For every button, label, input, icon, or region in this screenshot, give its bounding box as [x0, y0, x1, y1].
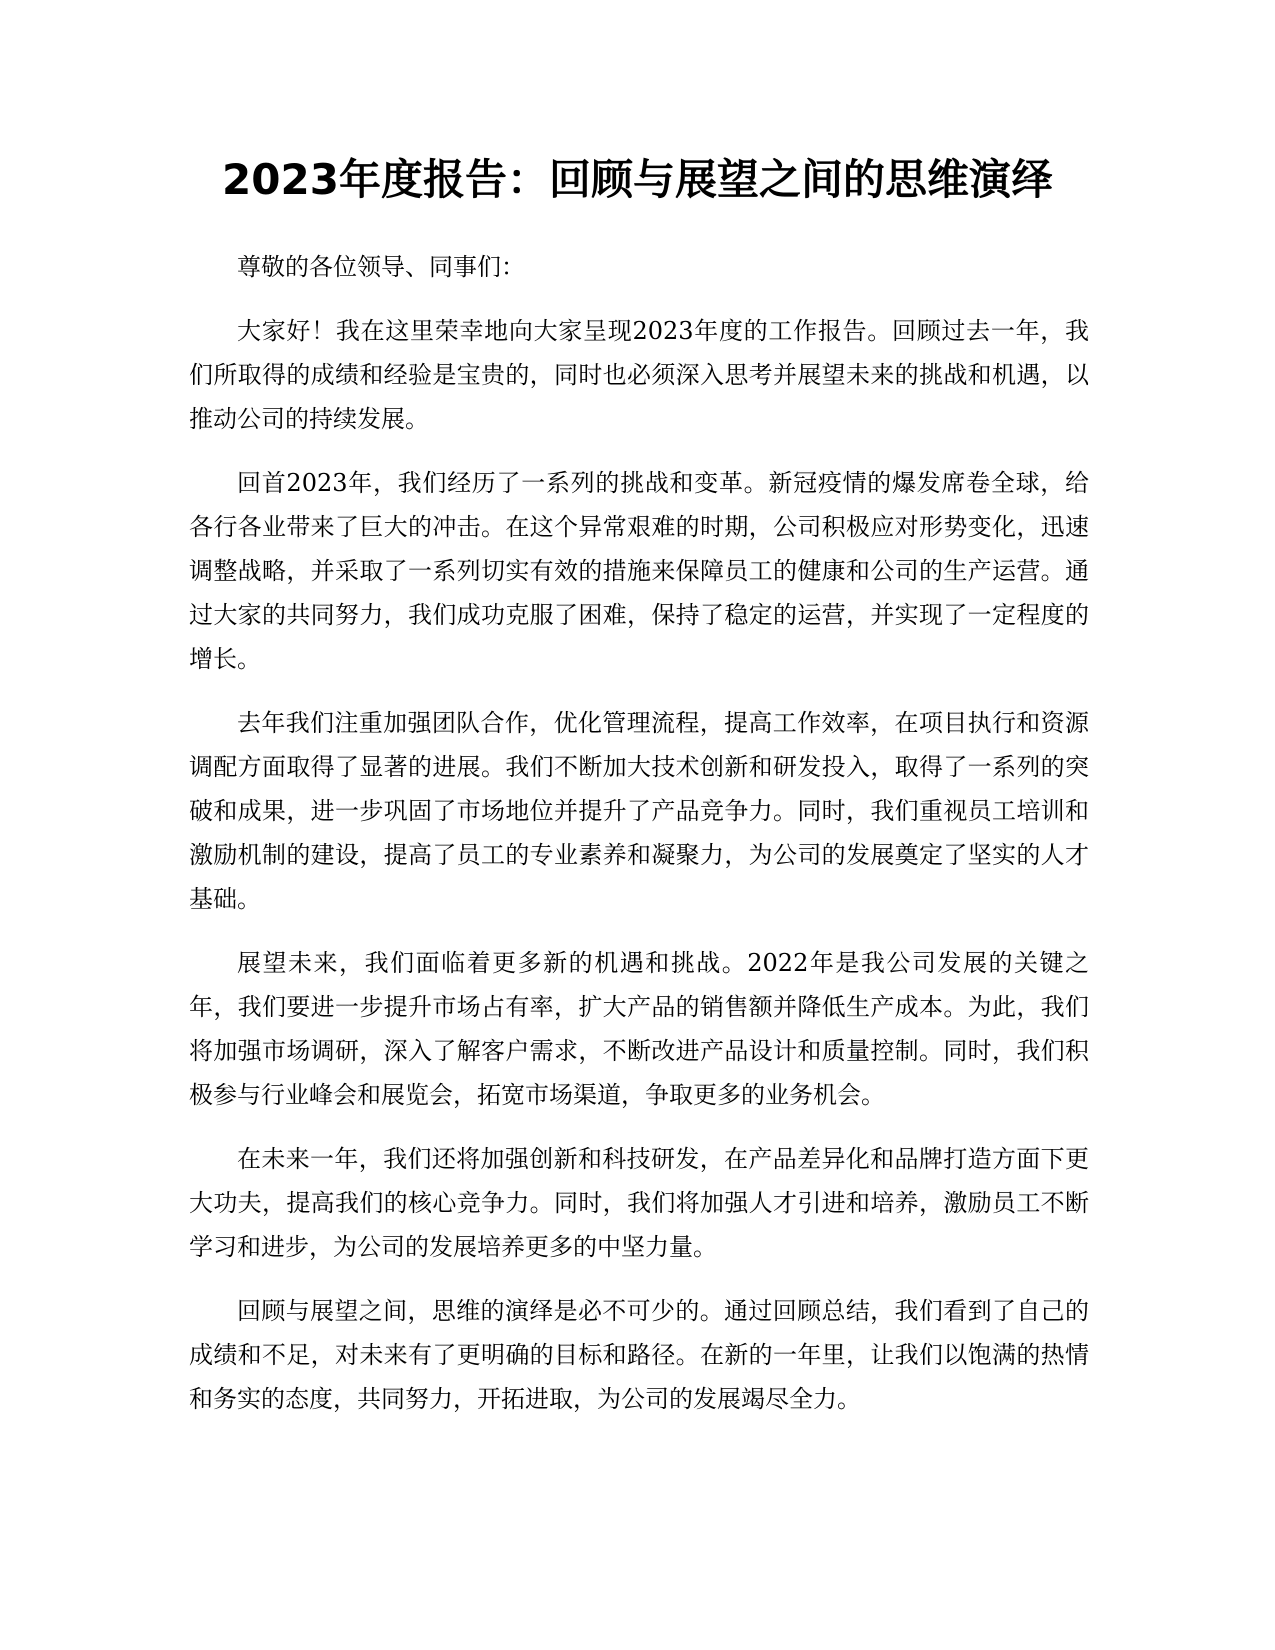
- paragraph-conclusion: 回顾与展望之间，思维的演绎是必不可少的。通过回顾总结，我们看到了自己的成绩和不足，对未来有了更明确的目标和路径。在新的一年里，让我们以饱满的热情和务实的态度，共同努力，开拓进取，为公司的发展竭尽全力。: [189, 1297, 1089, 1413]
- paragraph-greeting: 大家好！我在这里荣幸地向大家呈现2023年度的工作报告。回顾过去一年，我们所取得的成绩和经验是宝贵的，同时也必须深入思考并展望未来的挑战和机遇，以推动公司的持续发展。: [189, 317, 1089, 433]
- document-title: 2023年度报告：回顾与展望之间的思维演绎: [222, 155, 1053, 204]
- paragraph-innovation: 在未来一年，我们还将加强创新和科技研发，在产品差异化和品牌打造方面下更大功夫，提高我们的核心竞争力。同时，我们将加强人才引进和培养，激励员工不断学习和进步，为公司的发展培养更多的中坚力量。: [189, 1145, 1089, 1261]
- salutation: 尊敬的各位领导、同事们：: [237, 253, 525, 281]
- paragraph-review-2023: 回首2023年，我们经历了一系列的挑战和变革。新冠疫情的爆发席卷全球，给各行各业带来了巨大的冲击。在这个异常艰难的时期，公司积极应对形势变化，迅速调整战略，并采取了一系列切实有效的措施来保障员工的健康和公司的生产运营。通过大家的共同努力，我们成功克服了困难，保持了稳定的运营，并实现了一定程度的增长。: [189, 469, 1089, 673]
- paragraph-teamwork: 去年我们注重加强团队合作，优化管理流程，提高工作效率，在项目执行和资源调配方面取得了显著的进展。我们不断加大技术创新和研发投入，取得了一系列的突破和成果，进一步巩固了市场地位并提升了产品竞争力。同时，我们重视员工培训和激励机制的建设，提高了员工的专业素养和凝聚力，为公司的发展奠定了坚实的人才基础。: [189, 709, 1089, 913]
- document-body: [189, 245, 1089, 1441]
- paragraph-outlook: 展望未来，我们面临着更多新的机遇和挑战。2022年是我公司发展的关键之年，我们要进一步提升市场占有率，扩大产品的销售额并降低生产成本。为此，我们将加强市场调研，深入了解客户需求，不断改进产品设计和质量控制。同时，我们积极参与行业峰会和展览会，拓宽市场渠道，争取更多的业务机会。: [189, 949, 1089, 1109]
